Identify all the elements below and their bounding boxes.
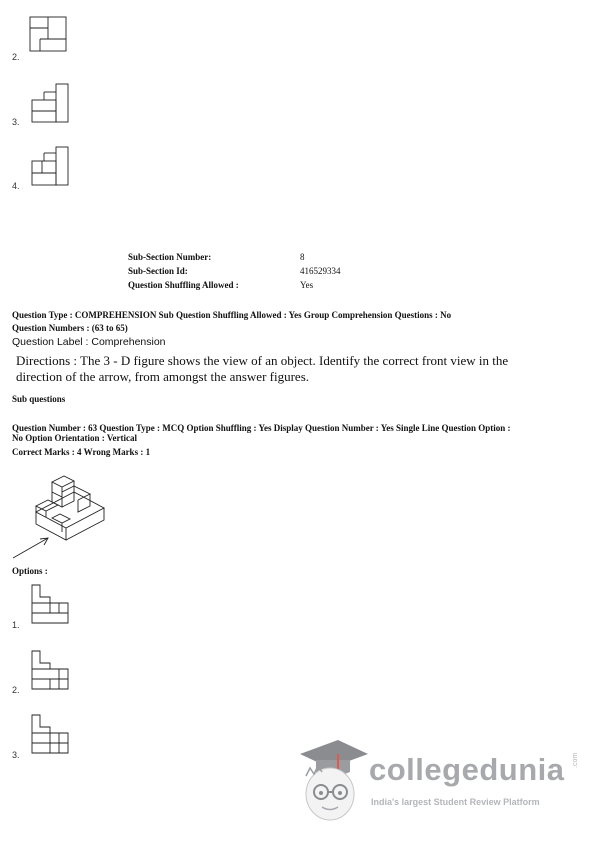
top-option-number: 4.: [12, 181, 20, 191]
watermark-com: .com: [572, 752, 579, 768]
question-shuffling-label: Question Shuffling Allowed :: [128, 280, 239, 290]
option-figure-2[interactable]: [28, 649, 74, 693]
comprehension-type-line: Question Type : COMPREHENSION Sub Question Shuffling Allowed : Yes Group Comprehension Questions : No: [12, 310, 452, 320]
option-figure-top-3: [30, 82, 72, 124]
directions-text: [16, 353, 586, 369]
question-meta-line-1: Question Number : 63 Question Type : MCQ Option Shuffling : Yes Display Question Number : Yes Single Line Question Option :: [12, 423, 511, 433]
option-figure-top-4: [30, 145, 72, 187]
subsection-number-value: 8: [300, 252, 305, 262]
question-numbers-line: Question Numbers : (63 to 65): [12, 323, 128, 333]
directions-heading: Directions: [16, 353, 71, 368]
top-option-number: 3.: [12, 117, 20, 127]
subsection-number-label: Sub-Section Number:: [128, 252, 212, 262]
question-label: Question Label : Comprehension: [12, 336, 166, 348]
options-label: Options :: [12, 566, 48, 576]
directions-line-2: direction of the arrow, from amongst the answer figures.: [16, 369, 310, 384]
directions-line-1: : The 3 - D figure shows the view of an object. Identify the correct front view in the: [70, 353, 509, 368]
question-shuffling-value: Yes: [300, 280, 314, 290]
collegedunia-mascot-logo: [290, 732, 370, 827]
watermark-brand: collegedunia: [369, 752, 565, 787]
isometric-object-figure: [8, 462, 113, 562]
question-meta-line-2: No Option Orientation : Vertical: [12, 433, 137, 443]
option-number: 3.: [12, 750, 20, 760]
subsection-id-label: Sub-Section Id:: [128, 266, 188, 276]
top-option-number: 2.: [12, 52, 20, 62]
option-number: 1.: [12, 620, 20, 630]
watermark-tagline: India's largest Student Review Platform: [371, 797, 540, 807]
subsection-id-value: 416529334: [300, 266, 341, 276]
sub-questions-heading: Sub questions: [12, 394, 66, 404]
marks-line: Correct Marks : 4 Wrong Marks : 1: [12, 447, 151, 457]
option-figure-top-2: [28, 15, 70, 55]
option-number: 2.: [12, 685, 20, 695]
option-figure-1[interactable]: [28, 583, 74, 627]
option-figure-3[interactable]: [28, 713, 74, 757]
